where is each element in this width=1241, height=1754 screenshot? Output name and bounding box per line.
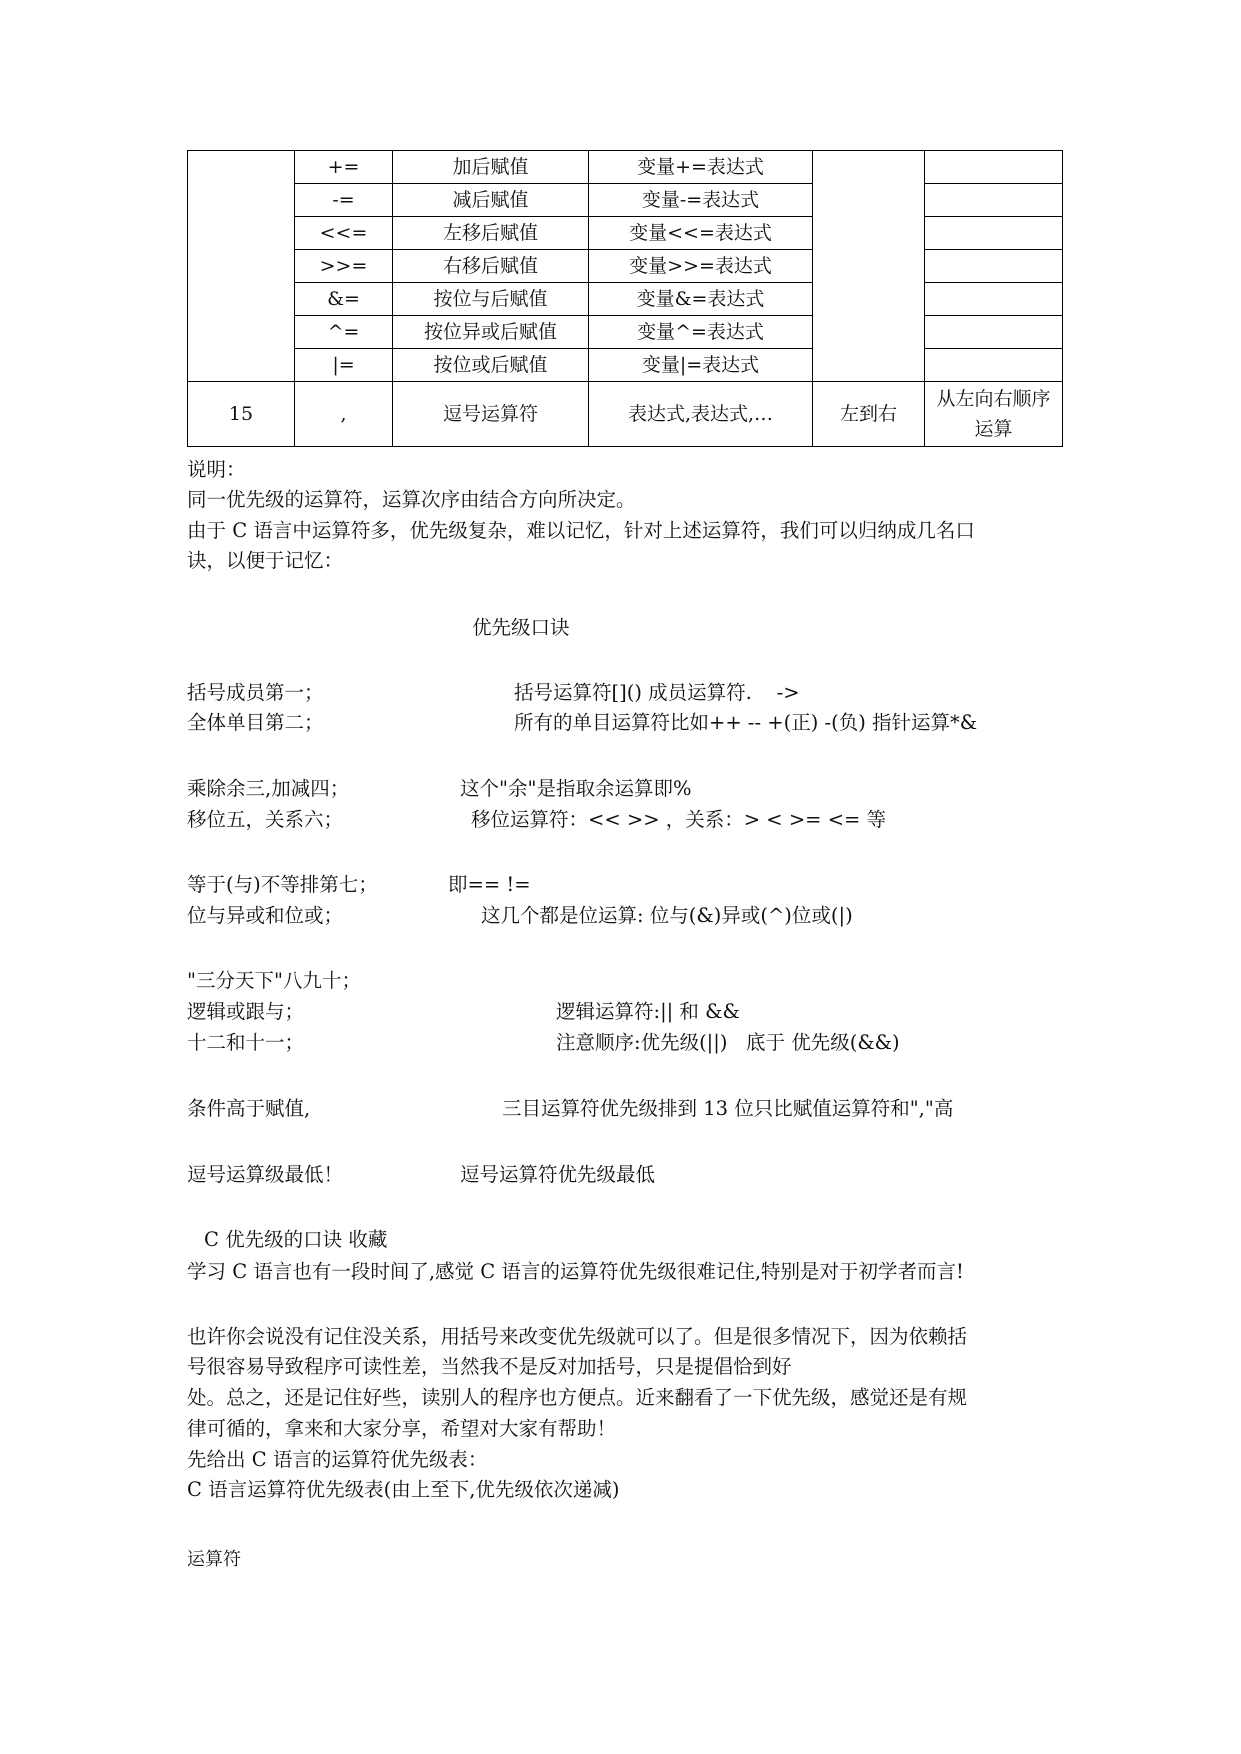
usage-cell: 变量|=表达式 <box>589 349 813 382</box>
usage-cell: 变量-=表达式 <box>589 184 813 217</box>
operator-cell: >>= <box>295 250 393 283</box>
operator-precedence-table <box>187 150 1063 447</box>
usage-cell: 表达式,表达式,… <box>589 382 813 447</box>
operator-cell: += <box>295 151 393 184</box>
mnemonic-left: 全体单目第二； <box>187 711 324 734</box>
usage-cell: 变量+=表达式 <box>589 151 813 184</box>
note-cell: 从左向右顺序运算 <box>925 382 1063 447</box>
mnemonic-left: 括号成员第一； <box>187 681 324 704</box>
table-row <box>188 151 1063 184</box>
mnemonic-title: 优先级口诀 <box>472 616 570 639</box>
mnemonic-left: 逗号运算级最低！ <box>187 1163 344 1186</box>
table-row <box>188 382 1063 447</box>
table-row <box>188 184 1063 217</box>
paragraph: 同一优先级的运算符，运算次序由结合方向所决定。 <box>187 488 636 511</box>
table-row <box>188 283 1063 316</box>
name-cell: 按位或后赋值 <box>393 349 589 382</box>
usage-cell: 变量^=表达式 <box>589 316 813 349</box>
operator-cell: -= <box>295 184 393 217</box>
operator-cell: &= <box>295 283 393 316</box>
level-cell: 15 <box>188 382 295 447</box>
name-cell: 按位与后赋值 <box>393 283 589 316</box>
operator-cell: |= <box>295 349 393 382</box>
mnemonic-right: 逗号运算符优先级最低 <box>460 1163 656 1186</box>
paragraph: 号很容易导致程序可读性差，当然我不是反对加括号，只是提倡恰到好 <box>187 1355 792 1378</box>
note-cell <box>925 250 1063 283</box>
mnemonic-right: 这几个都是位运算: 位与(&)异或(^)位或(|) <box>481 904 853 927</box>
operator-cell: <<= <box>295 217 393 250</box>
direction-cell <box>813 151 925 382</box>
name-cell: 左移后赋值 <box>393 217 589 250</box>
paragraph: C 语言运算符优先级表(由上至下,优先级依次递减) <box>187 1478 620 1501</box>
mnemonic-right: 注意顺序:优先级(||) 底于 优先级(&&) <box>556 1031 900 1054</box>
mnemonic-left: 十二和十一； <box>187 1031 305 1054</box>
note-cell <box>925 184 1063 217</box>
paragraph: 先给出 C 语言的运算符优先级表： <box>187 1448 488 1471</box>
paragraph: 律可循的，拿来和大家分享，希望对大家有帮助！ <box>187 1417 617 1440</box>
note-cell <box>925 283 1063 316</box>
mnemonic-right: 移位运算符：<< >> ，关系：> < >= <= 等 <box>471 808 887 831</box>
mnemonic-left: 逻辑或跟与； <box>187 1000 305 1023</box>
paragraph: 处。总之，还是记住好些，读别人的程序也方便点。近来翻看了一下优先级，感觉还是有规 <box>187 1386 968 1409</box>
usage-cell: 变量>>=表达式 <box>589 250 813 283</box>
mnemonic-line: "三分天下"八九十； <box>187 969 361 992</box>
paragraph: 由于 C 语言中运算符多，优先级复杂，难以记忆，针对上述运算符，我们可以归纳成几名口 <box>187 519 975 542</box>
mnemonic-right: 三目运算符优先级排到 13 位只比赋值运算符和","高 <box>502 1097 954 1120</box>
mnemonic-right: 逻辑运算符:|| 和 && <box>556 1000 740 1023</box>
table-row <box>188 250 1063 283</box>
name-cell: 按位异或后赋值 <box>393 316 589 349</box>
paragraph: 运算符 <box>187 1549 241 1570</box>
usage-cell: 变量<<=表达式 <box>589 217 813 250</box>
level-cell <box>188 151 295 382</box>
mnemonic-right: 所有的单目运算符比如++ -- +(正) -(负) 指针运算*& <box>514 711 978 734</box>
mnemonic-right: 这个"余"是指取余运算即% <box>460 777 692 800</box>
paragraph: 诀，以便于记忆： <box>187 549 344 572</box>
name-cell: 减后赋值 <box>393 184 589 217</box>
direction-cell: 左到右 <box>813 382 925 447</box>
note-cell <box>925 151 1063 184</box>
name-cell: 右移后赋值 <box>393 250 589 283</box>
operator-cell: ^= <box>295 316 393 349</box>
name-cell: 逗号运算符 <box>393 382 589 447</box>
usage-cell: 变量&=表达式 <box>589 283 813 316</box>
paragraph: 也许你会说没有记住没关系，用括号来改变优先级就可以了。但是很多情况下，因为依赖括 <box>187 1325 968 1348</box>
table-row <box>188 217 1063 250</box>
explain-label: 说明： <box>187 458 246 481</box>
mnemonic-left: 位与异或和位或； <box>187 904 344 927</box>
note-cell <box>925 217 1063 250</box>
note-cell <box>925 316 1063 349</box>
mnemonic-left: 条件高于赋值, <box>187 1097 311 1120</box>
name-cell: 加后赋值 <box>393 151 589 184</box>
mnemonic-left: 等于(与)不等排第七； <box>187 873 378 896</box>
mnemonic-right: 即== != <box>448 873 531 896</box>
mnemonic-left: 移位五，关系六； <box>187 808 344 831</box>
mnemonic-left: 乘除余三,加减四； <box>187 777 350 800</box>
table-row <box>188 349 1063 382</box>
operator-cell: , <box>295 382 393 447</box>
paragraph: 学习 C 语言也有一段时间了,感觉 C 语言的运算符优先级很难记住,特别是对于初学者而言! <box>187 1260 964 1283</box>
mnemonic-right: 括号运算符[]() 成员运算符. -> <box>514 681 800 704</box>
note-cell <box>925 349 1063 382</box>
table-row <box>188 316 1063 349</box>
section-heading: C 优先级的口诀 收藏 <box>204 1228 388 1251</box>
